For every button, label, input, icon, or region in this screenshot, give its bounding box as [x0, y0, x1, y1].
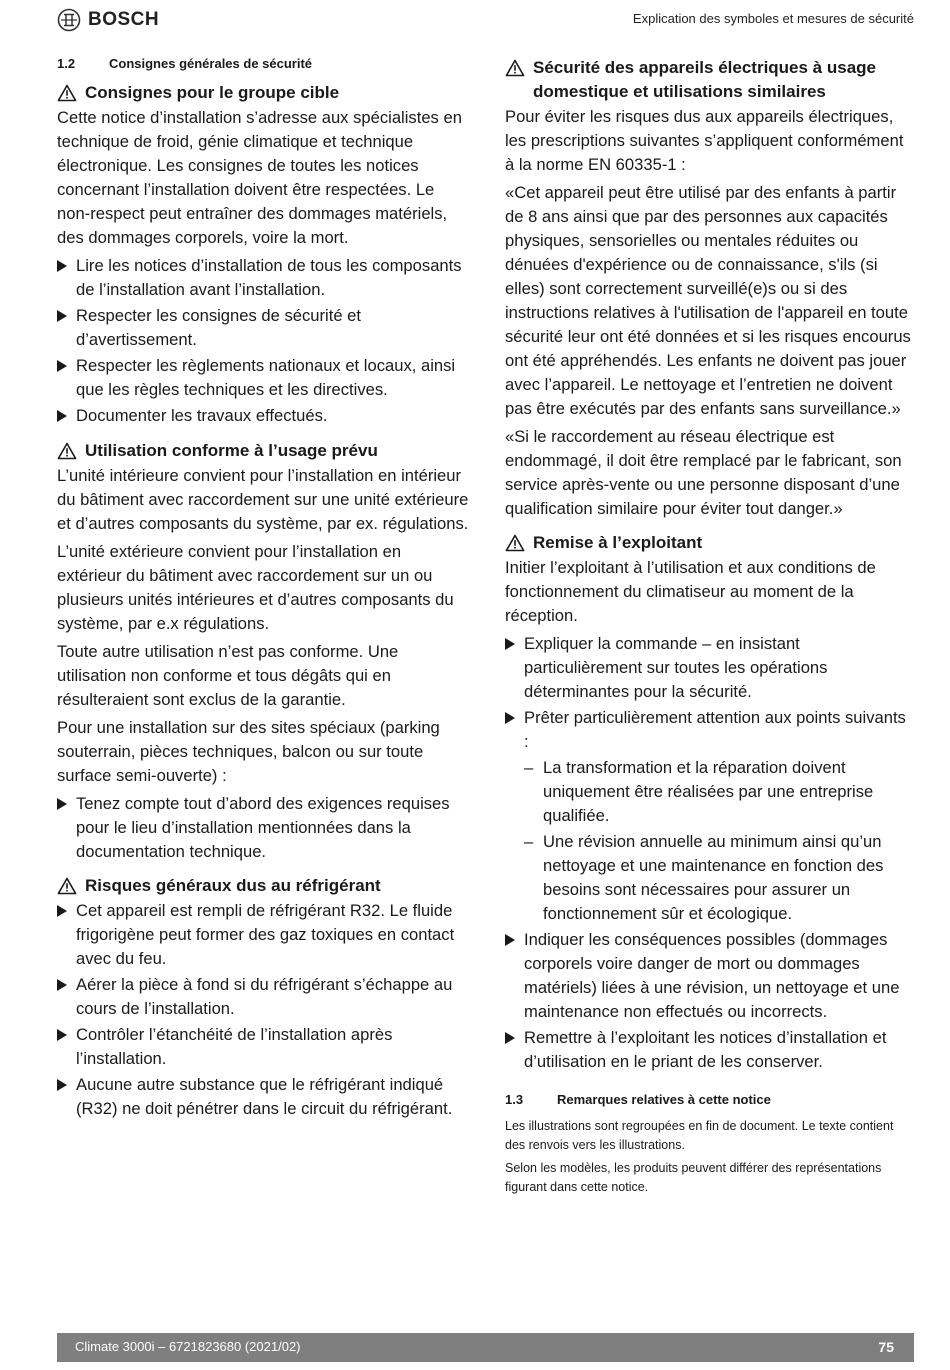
list-item-text: Prêter particulièrement attention aux points suivants :	[524, 708, 906, 751]
section-number: 1.2	[57, 56, 76, 71]
list-item-text: Aérer la pièce à fond si du réfrigérant s’échappe au cours de l’installation.	[76, 975, 453, 1018]
page-footer	[57, 1333, 914, 1362]
section-title: Remarques relatives à cette notice	[557, 1092, 771, 1107]
section-number: 1.3	[505, 1092, 524, 1107]
warning-heading-text: Risques généraux dus au réfrigérant	[85, 876, 381, 895]
list-item-text: Tenez compte tout d’abord des exigences requises pour le lieu d’installation mentionnées dans la documentation technique.	[76, 794, 450, 861]
list-item	[57, 1023, 469, 1071]
warning-triangle-icon	[57, 84, 78, 102]
warning-heading-handover	[505, 531, 915, 555]
page-number: 75	[878, 1339, 894, 1355]
warning-heading-refrigerant-risks	[57, 874, 469, 898]
list-item-text: Respecter les consignes de sécurité et d’avertissement.	[76, 306, 362, 349]
list-item-text: Documenter les travaux effectués.	[76, 406, 328, 425]
bullet-arrow-icon	[57, 1023, 76, 1071]
warning-triangle-icon	[57, 877, 78, 895]
list-item-text: Aucune autre substance que le réfrigérant indiqué (R32) ne doit pénétrer dans le circuit du réfrigérant.	[76, 1075, 453, 1118]
warning-heading-target-group	[57, 81, 469, 105]
paragraph: Cette notice d’installation s’adresse aux spécialistes en technique de froid, génie climatique et technique électronique. Les consignes de toutes les notices concernant l’installation doivent être respectées. Le non-respect peut entraîner des dommages matériels, des dommages corporels, voire la mort.	[57, 108, 462, 247]
list-item-text: Indiquer les conséquences possibles (dommages corporels voire danger de mort ou dommages matériels) liées à une révision, un nettoyage et une maintenance non effectués ou incorrects.	[524, 930, 900, 1021]
list-item-text: Expliquer la commande – en insistant particulièrement sur toutes les opérations déterminantes pour la sécurité.	[524, 634, 828, 701]
warning-heading-intended-use	[57, 439, 469, 463]
paragraph: Toute autre utilisation n’est pas conforme. Une utilisation non conforme et tous dégâts qui en résulteraient sont exclus de la garantie.	[57, 642, 399, 709]
paragraph: Les illustrations sont regroupées en fin de document. Le texte contient des renvois vers les illustrations.	[505, 1119, 894, 1152]
sub-list-item-text: Une révision annuelle au minimum ainsi qu’un nettoyage et une maintenance en fonction des besoins sont nécessaires pour assurer un fonctionnement sûr et écologique.	[543, 832, 884, 923]
paragraph: Initier l’exploitant à l’utilisation et aux conditions de fonctionnement du climatiseur au moment de la réception.	[505, 558, 876, 625]
bullet-arrow-icon	[505, 632, 524, 704]
bullet-arrow-icon	[505, 1026, 524, 1074]
list-item	[505, 1026, 915, 1074]
bullet-arrow-icon	[57, 254, 76, 302]
paragraph: L’unité extérieure convient pour l’installation en extérieur du bâtiment avec raccordement sur un ou plusieurs unités intérieures et d’autres composants du système, par e.x régulations.	[57, 542, 454, 633]
list-item-text: Contrôler l’étanchéité de l’installation après l’installation.	[76, 1025, 393, 1068]
paragraph: Selon les modèles, les produits peuvent différer des représentations figurant dans cette notice.	[505, 1161, 882, 1194]
list-item-text: Remettre à l’exploitant les notices d’installation et d’utilisation en le priant de les conserver.	[524, 1028, 887, 1071]
list-item	[57, 404, 469, 429]
bullet-arrow-icon	[57, 354, 76, 402]
section-heading-1-3	[505, 1092, 915, 1107]
paragraph: Pour éviter les risques dus aux appareils électriques, les prescriptions suivantes s’appliquent conformément à la norme EN 60335-1 :	[505, 107, 904, 174]
list-item	[57, 1073, 469, 1121]
section-heading-1-2	[57, 56, 469, 71]
section-title: Consignes générales de sécurité	[109, 56, 313, 71]
list-item	[505, 706, 915, 754]
bosch-armature-icon	[57, 8, 81, 32]
warning-triangle-icon	[505, 534, 526, 552]
bullet-arrow-icon	[57, 404, 76, 429]
list-item-text: Cet appareil est rempli de réfrigérant R32. Le fluide frigorigène peut former des gaz toxiques en contact avec du feu.	[76, 901, 455, 968]
bullet-arrow-icon	[57, 304, 76, 352]
bullet-arrow-icon	[57, 899, 76, 971]
paragraph: Pour une installation sur des sites spéciaux (parking souterrain, pièces techniques, balcon ou sur toute surface semi-ouverte) :	[57, 718, 440, 785]
warning-heading-text: Remise à l’exploitant	[533, 533, 703, 552]
warning-triangle-icon	[57, 442, 78, 460]
warning-heading-text	[533, 56, 876, 104]
right-column	[505, 56, 915, 1201]
bosch-logo	[57, 7, 159, 33]
warning-heading-text: Utilisation conforme à l’usage prévu	[85, 441, 378, 460]
list-item-text: Lire les notices d’installation de tous les composants de l’installation avant l’installation.	[76, 256, 462, 299]
list-item	[57, 899, 469, 971]
sub-list-item	[524, 830, 915, 926]
warning-heading-electrical-safety	[505, 56, 915, 104]
sub-list-item	[524, 756, 915, 828]
warning-heading-text: Consignes pour le groupe cible	[85, 83, 340, 102]
list-item	[57, 254, 469, 302]
list-item	[57, 354, 469, 402]
paragraph: «Cet appareil peut être utilisé par des enfants à partir de 8 ans ainsi que par des personnes aux capacités physiques, sensorielles ou mentales réduites ou dénuées d'expérience ou de connaissance, s'ils (si elles) sont correctement surveillé(e)s ou si des instructions relatives à l'utilisation de l'appareil en toute sécurité leur ont été données et si les risques encourus ont été appréhendés. Les enfants ne doivent pas jouer avec l’appareil. Le nettoyage et l’entretien ne doivent pas être exécutés par des enfants sans surveillance.»	[505, 183, 911, 418]
document-reference: Climate 3000i – 6721823680 (2021/02)	[75, 1339, 301, 1354]
sub-list-item-text: La transformation et la réparation doivent uniquement être réalisées par une entreprise qualifiée.	[543, 758, 874, 825]
heading-line: domestique et utilisations similaires	[533, 82, 826, 101]
left-column	[57, 56, 469, 1123]
list-item	[57, 792, 469, 864]
heading-line: Sécurité des appareils électriques à usage	[533, 58, 876, 77]
brand-name: BOSCH	[88, 9, 160, 30]
bullet-arrow-icon	[57, 973, 76, 1021]
bullet-arrow-icon	[57, 792, 76, 864]
list-item	[505, 928, 915, 1024]
bullet-arrow-icon	[57, 1073, 76, 1121]
warning-triangle-icon	[505, 59, 526, 77]
list-item	[505, 632, 915, 704]
list-item-text: Respecter les règlements nationaux et locaux, ainsi que les règles techniques et les directives.	[76, 356, 456, 399]
bullet-arrow-icon	[505, 928, 524, 1024]
list-item	[57, 304, 469, 352]
running-header-title: Explication des symboles et mesures de sécurité	[632, 11, 914, 26]
bullet-arrow-icon	[505, 706, 524, 754]
page-header	[0, 0, 950, 40]
list-item	[57, 973, 469, 1021]
paragraph: «Si le raccordement au réseau électrique est endommagé, il doit être remplacé par le fabricant, son service après-vente ou une personne disposant d’une qualification similaire pour éviter tout danger.»	[505, 427, 902, 518]
dash-marker: –	[524, 758, 534, 777]
paragraph: L’unité intérieure convient pour l’installation en intérieur du bâtiment avec raccordement sur une unité extérieure et d’autres composants du système, par ex. régulations.	[57, 466, 469, 533]
dash-marker: –	[524, 832, 534, 851]
